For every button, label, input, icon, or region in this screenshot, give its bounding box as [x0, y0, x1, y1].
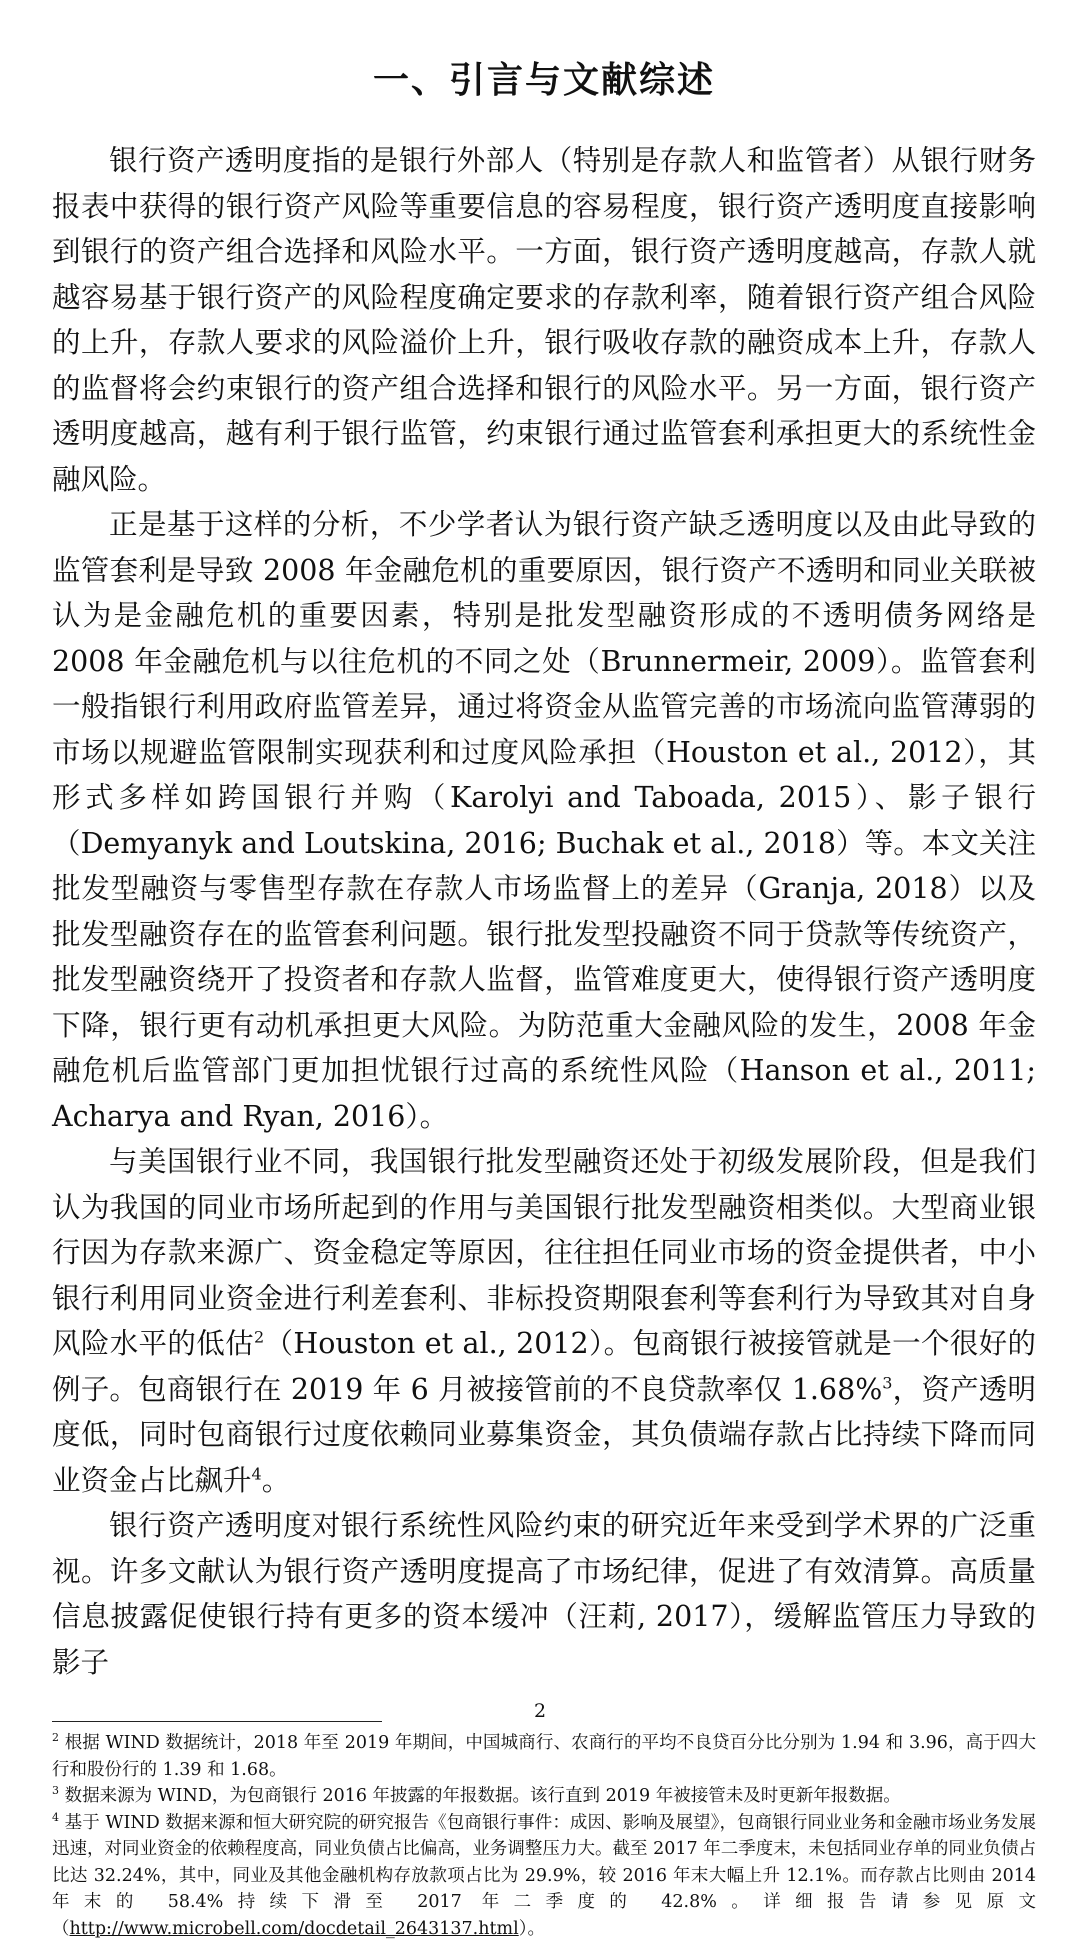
footnote-ref-2: 2 — [254, 1328, 264, 1347]
paragraph-3-text-d: 。 — [262, 1464, 291, 1497]
paragraph-3-text-a: 与美国银行业不同，我国银行批发型融资还处于初级发展阶段，但是我们认为我国的同业市场所起到的作用与美国银行批发型融资相类似。大型商业银行因为存款来源广、资金稳定等原因，往往担任同业市场的资金提供者，中小银行利用同业资金进行利差套利、非标投资期限套利等套利行为导致其对自身风险水平的低估 — [52, 1145, 1036, 1360]
footnote-4-mark: 4 — [52, 1811, 59, 1824]
footnote-ref-4: 4 — [252, 1464, 262, 1483]
paragraph-2: 正是基于这样的分析，不少学者认为银行资产缺乏透明度以及由此导致的监管套利是导致 2008 年金融危机的重要原因，银行资产不透明和同业关联被认为是金融危机的重要因素，特别是批发型融资形成的不透明债务网络是 2008 年金融危机与以往危机的不同之处（Brunnermeir, 2009）。监管套利一般指银行利用政府监管差异，通过将资金从监管完善的市场流向监管薄弱的市场以规避监管限制实现获利和过度风险承担（Houston et al., 2012），其形式多样如跨国银行并购（Karolyi and Taboada, 2015）、影子银行（Demyanyk and Loutskina, 2016; Buchak et al., 2018）等。本文关注批发型融资与零售型存款在存款人市场监督上的差异（Granja, 2018）以及批发型融资存在的监管套利问题。银行批发型投融资不同于贷款等传统资产，批发型融资绕开了投资者和存款人监督，监管难度更大，使得银行资产透明度下降，银行更有动机承担更大风险。为防范重大金融风险的发生，2008 年金融危机后监管部门更加担忧银行过高的系统性风险（Hanson et al., 2011; Acharya and Ryan, 2016）。 — [52, 502, 1036, 1139]
footnote-3-text: 数据来源为 WIND，为包商银行 2016 年披露的年报数据。该行直到 2019 年被接管未及时更新年报数据。 — [65, 1786, 901, 1806]
paragraph-3-text-c: ，资产透明度低，同时包商银行过度依赖同业募集资金，其负债端存款占比持续下降而同业资金占比飙升 — [52, 1373, 1036, 1497]
paragraph-3-text-b: （Houston et al., 2012）。包商银行被接管就是一个很好的例子。包商银行在 2019 年 6 月被接管前的不良贷款率仅 1.68% — [52, 1327, 1036, 1406]
footnote-4 — [52, 1810, 1036, 1942]
footnote-4-end: ）。 — [519, 1919, 545, 1939]
footnote-3-mark: 3 — [52, 1784, 59, 1797]
footnote-2-mark: 2 — [52, 1731, 59, 1744]
section-title: 一、引言与文献综述 — [52, 52, 1036, 108]
footnote-2-text: 根据 WIND 数据统计，2018 年至 2019 年期间，中国城商行、农商行的平均不良贷百分比分别为 1.94 和 3.96，高于四大行和股份行的 1.39 和 1.68。 — [52, 1733, 1036, 1780]
footnote-3 — [52, 1783, 1036, 1810]
footnote-4-link[interactable]: http://www.microbell.com/docdetail_2643137.html — [70, 1919, 519, 1939]
page-number: 2 — [0, 1700, 1080, 1722]
footnote-4-text: 基于 WIND 数据来源和恒大研究院的研究报告《包商银行事件：成因、影响及展望》，包商银行同业业务和金融市场业务发展迅速，对同业资金的依赖程度高，同业负债占比偏高，业务调整压力大。截至 2017 年二季度末，未包括同业存单的同业负债占比达 32.24%，其中，同业及其他金融机构存放款项占比为 29.9%，较 2016 年末大幅上升 12.1%。而存款占比则由 2014 年末的 58.4%持续下滑至 2017 年二季度的 42.8%。详细报告请参见原文（ — [52, 1813, 1036, 1939]
paragraph-3 — [52, 1139, 1036, 1503]
paragraph-4: 银行资产透明度对银行系统性风险约束的研究近年来受到学术界的广泛重视。许多文献认为银行资产透明度提高了市场纪律，促进了有效清算。高质量信息披露促使银行持有更多的资本缓冲（汪莉, 2017），缓解监管压力导致的影子 — [52, 1503, 1036, 1685]
footnote-ref-3: 3 — [882, 1373, 892, 1392]
paragraph-1: 银行资产透明度指的是银行外部人（特别是存款人和监管者）从银行财务报表中获得的银行资产风险等重要信息的容易程度，银行资产透明度直接影响到银行的资产组合选择和风险水平。一方面，银行资产透明度越高，存款人就越容易基于银行资产的风险程度确定要求的存款利率，随着银行资产组合风险的上升，存款人要求的风险溢价上升，银行吸收存款的融资成本上升，存款人的监督将会约束银行的资产组合选择和银行的风险水平。另一方面，银行资产透明度越高，越有利于银行监管，约束银行通过监管套利承担更大的系统性金融风险。 — [52, 138, 1036, 502]
footnote-2 — [52, 1730, 1036, 1783]
